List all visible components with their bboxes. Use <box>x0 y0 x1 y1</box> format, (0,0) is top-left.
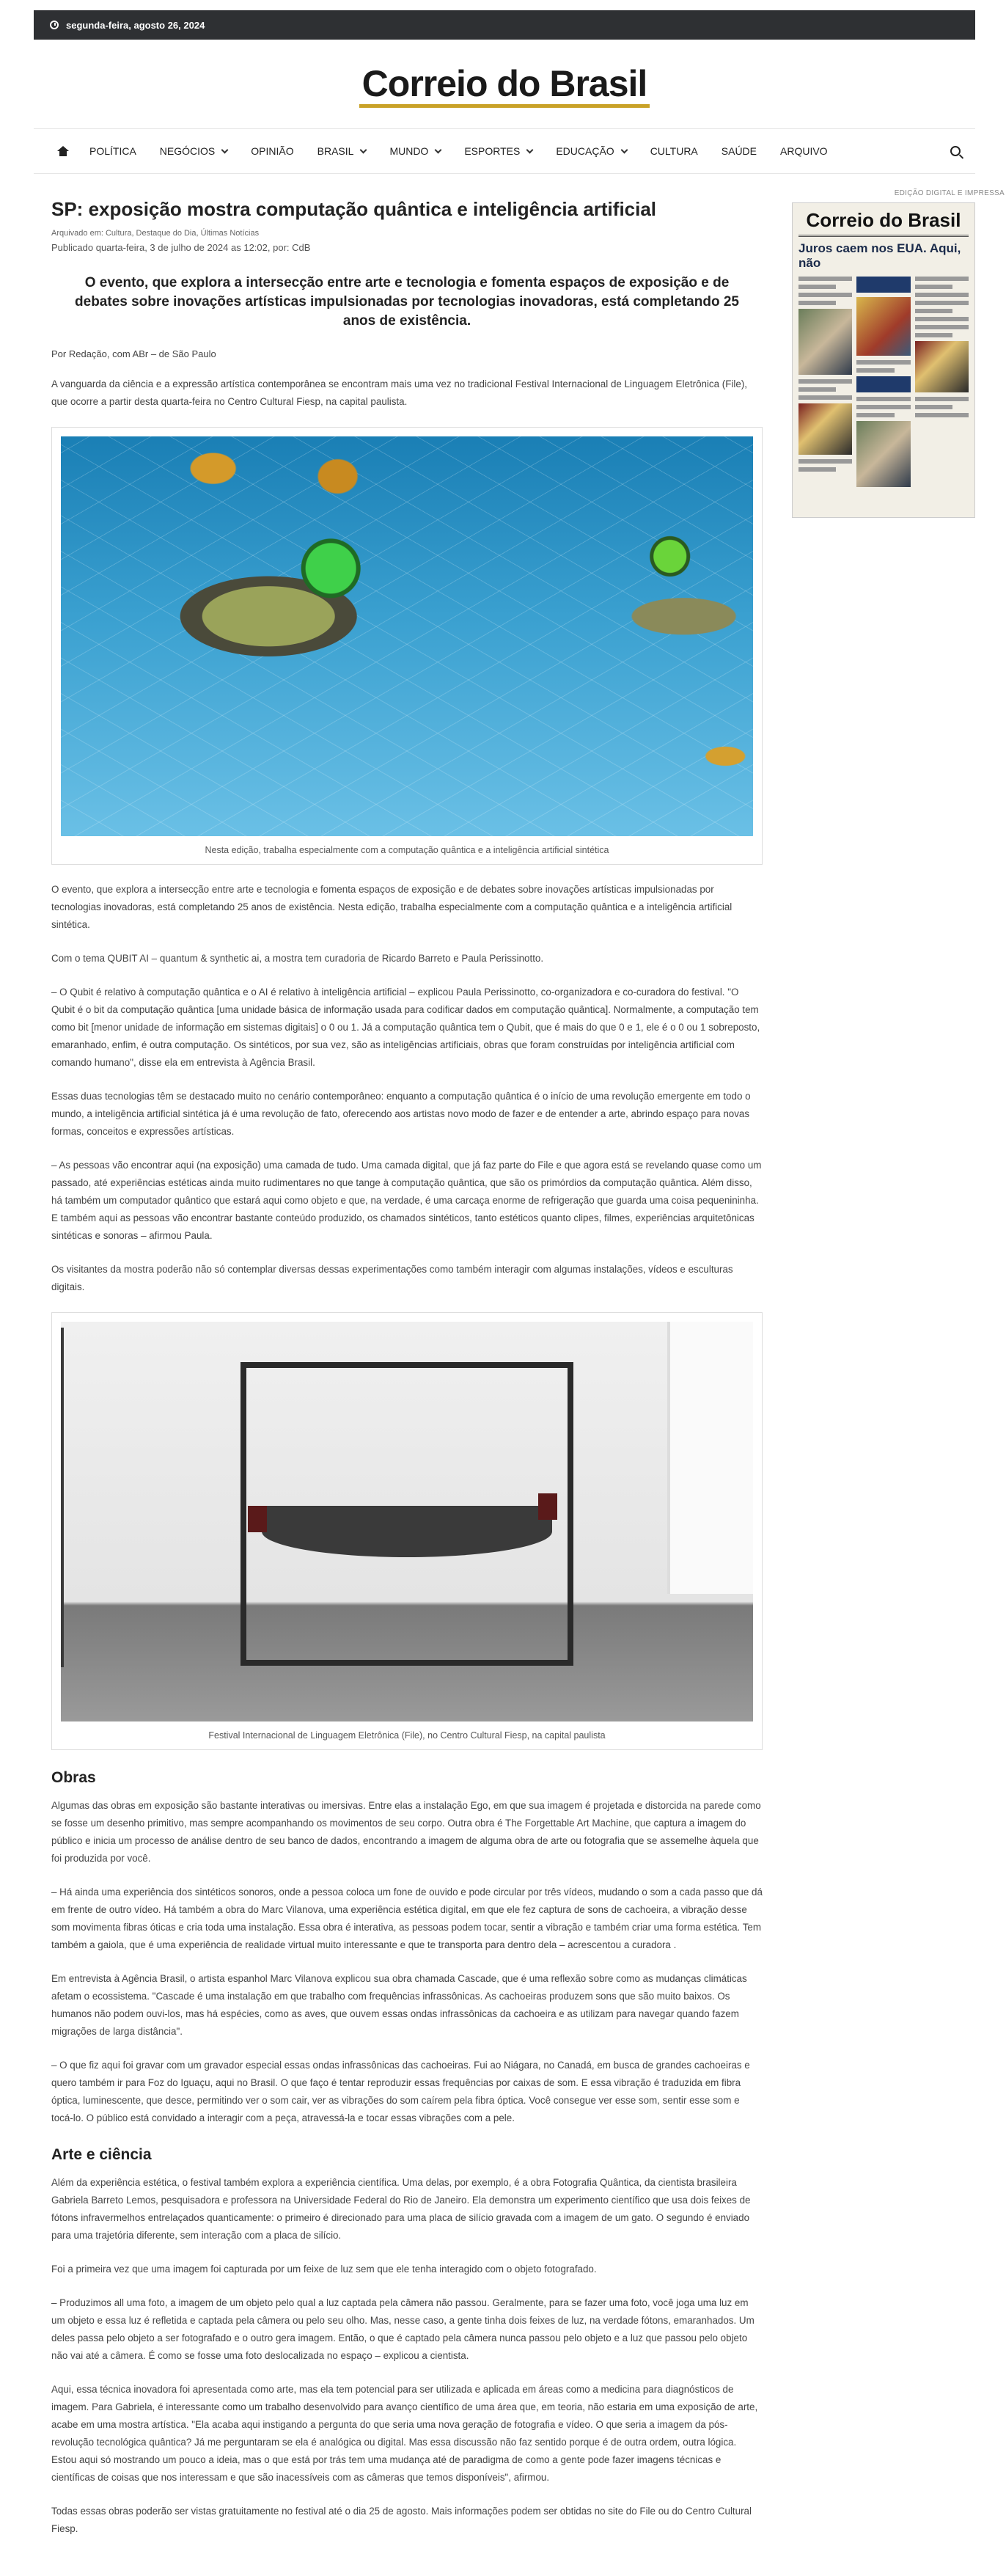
newspaper-cover[interactable] <box>792 202 975 518</box>
newspaper-photo <box>798 403 852 455</box>
nav-item-negocios[interactable]: NEGÓCIOS <box>148 129 239 173</box>
speaker <box>248 1506 267 1532</box>
nav-item-mundo[interactable]: MUNDO <box>378 129 452 173</box>
newspaper-col-mid <box>856 277 910 491</box>
figure-image-insects[interactable] <box>61 436 753 836</box>
nav-item-esportes[interactable]: ESPORTES <box>452 129 544 173</box>
figure-image-installation[interactable] <box>61 1322 753 1721</box>
nav-item-cultura[interactable]: CULTURA <box>650 145 698 157</box>
speaker <box>538 1493 557 1520</box>
newspaper-photo <box>915 341 969 392</box>
nav-item-brasil[interactable]: BRASIL <box>306 129 378 173</box>
nav-item-saude[interactable]: SAÚDE <box>721 145 757 157</box>
article-paragraph: Essas duas tecnologias têm se destacado muito no cenário contemporâneo: enquanto a computação quântica é o início de uma revolução emergente em todo o mundo, a inteligência artificial sintética já é uma revolução de fato, oferecendo aos artistas novo modo de fazer e de entender a arte, abrindo espaço para novas formas, conceitos e expressões artísticas. <box>51 1091 751 1137</box>
edition-label: EDIÇÃO DIGITAL E IMPRESSA <box>894 189 1005 197</box>
figure-caption: Festival Internacional de Linguagem Eletrônica (File), no Centro Cultural Fiesp, na capital paulista <box>208 1730 606 1741</box>
newspaper-col-right <box>915 277 969 491</box>
current-date: segunda-feira, agosto 26, 2024 <box>66 19 205 31</box>
chevron-down-icon <box>620 146 628 153</box>
newspaper-columns <box>798 277 969 491</box>
section-heading-arte-e-ciencia: Arte e ciência <box>51 2146 152 2163</box>
article-paragraph: – As pessoas vão encontrar aqui (na exposição) uma camada de tudo. Uma camada digital, que já faz parte do File e que agora está se revelando quase como um passado, até experiências estéticas ainda muito rudimentares no que tange à computação quântica, que são os primórdios da computação quântica. Além disso, há também um computador quântico que estará aqui como objeto e que, na verdade, é uma carcaça enorme de refrigeração que guarda uma coisa pequenininha. E também aqui as pessoas vão encontrar bastante conteúdo produzido, os chamados sintéticos, tanto estéticos quanto clipes, filmes, experiências arquitetônicas sintéticas e sonoras – afirmou Paula. <box>51 1160 762 1241</box>
article-paragraph: O evento, que explora a intersecção entre arte e tecnologia e fomenta espaços de exposição e de debates sobre inovações artísticas impulsionadas por tecnologias inovadoras, está completando 25 anos de existência. Nesta edição, trabalha especialmente com a computação quântica e a inteligência artificial sintética. <box>51 884 733 930</box>
article-categories[interactable]: Arquivado em: Cultura, Destaque do Dia, Últimas Notícias <box>51 229 260 238</box>
article-paragraph: Os visitantes da mostra poderão não só contemplar diversas dessas experimentações como também interagir com algumas instalações, vídeos e esculturas digitais. <box>51 1264 733 1292</box>
article-paragraph: Além da experiência estética, o festival também explora a experiência científica. Uma delas, por exemplo, é a obra Fotografia Quântica, da cientista brasileira Gabriela Barreto Lemos, pesquisadora e professora na Universidade Federal do Rio de Janeiro. Ela demonstra um experimento científico que usa dois feixes de fótons infravermelhos entrelaçados quanticamente: o primeiro é direcionado para uma placa de silício gravada com a imagem de um gato. O segundo é enviado para uma trajetória diferente, sem interação com a placa de silício. <box>51 2177 751 2241</box>
article-paragraph: Aqui, essa técnica inovadora foi apresentada como arte, mas ela tem potencial para ser utilizada e aplicada em áreas como a medicina para diagnósticos de imagem. Para Gabriela, é interessante como um trabalho desenvolvido para avanço científico de uma área que, em teoria, não estaria em uma exposição de arte, acabe em uma mostra artística. "Ela acaba aqui instigando a pergunta do que seria uma nova geração de fotografia e vídeo. O que seria a imagem da pós-revolução tecnológica quântica? Já me perguntaram se ela é analógica ou digital. Mas essa discussão não faz sentido porque é de outra ordem, outra lógica. Estou aqui só mostrando um pouco a ideia, mas o que está por trás tem uma mudança até de paradigma de como a gente pode fazer imagens técnicas e científicas de coisas que nos interessam e que são inacessíveis com as câmeras que temos disponíveis", afirmou. <box>51 2384 758 2483</box>
newspaper-photo <box>856 297 910 356</box>
newspaper-photo <box>798 309 852 375</box>
nav-item-politica[interactable]: POLÍTICA <box>89 145 136 157</box>
chevron-down-icon <box>221 146 229 153</box>
article-paragraph: Em entrevista à Agência Brasil, o artista espanhol Marc Vilanova explicou sua obra chamada Cascade, que é uma reflexão sobre como as mudanças climáticas afetam o ecossistema. "Cascade é uma instalação em que trabalho com frequências infrassônicas. As cachoeiras produzem sons que são muito baixos. Os humanos não podem ouvi-los, mas há espécies, como as aves, que ouvem essas ondas infrassônicas da cachoeira e as utilizam para navegar quando fazem migrações de larga distância". <box>51 1973 747 2037</box>
article-figure <box>51 427 763 865</box>
nav-home[interactable] <box>48 129 78 173</box>
newspaper-col-left <box>798 277 852 491</box>
article-paragraph: – O Qubit é relativo à computação quântica e o AI é relativo à inteligência artificial – explicou Paula Perissinotto, co-organizadora e co-curadora do festival. "O Qubit é o bit da computação quântica [uma unidade básica de informação usada para codificar dados em computação quântica]. Normalmente, a computação tem como bit [menor unidade de informação em sistemas digitais] o 0 ou 1. Já a computação quântica tem o Qubit, que é mais do que 0 e 1, ele é o 0 ou 1 sobreposto, emaranhado, enfim, é outra computação. Os sintéticos, por sua vez, são as inteligências artificiais, obras que foram construídas por inteligência artificial com comando humano", disse ela em entrevista à Agência Brasil. <box>51 987 760 1068</box>
article-paragraph: Todas essas obras poderão ser vistas gratuitamente no festival até o dia 25 de agosto. Mais informações podem ser obtidas no site do File ou do Centro Cultural Fiesp. <box>51 2506 752 2534</box>
newspaper-headline: Juros caem nos EUA. Aqui, não <box>798 241 961 270</box>
article <box>51 197 763 2538</box>
chevron-down-icon <box>526 146 534 153</box>
chevron-down-icon <box>435 146 442 153</box>
search-icon[interactable] <box>950 146 961 156</box>
article-paragraph: – O que fiz aqui foi gravar com um gravador especial essas ondas infrassônicas das cachoeiras. Fui ao Niágara, no Canadá, em busca de grandes cachoeiras e quero também ir para Foz do Iguaçu, aqui no Brasil. O que faço é tentar reproduzir essas frequências por caixas de som. E essa vibração é traduzida em fibra óptica, luminescente, que desce, permitindo ver o som cair, ver as vibrações do som caírem pela fibra óptica. Você consegue ver esse som, sentir esse som e tocá-lo. O público está convidado a interagir com a peça, atravessá-la e tocar essas vibrações com a pele. <box>51 2060 750 2123</box>
top-date-bar <box>34 10 975 40</box>
article-figure <box>51 1312 763 1750</box>
article-published-date: Publicado quarta-feira, 3 de julho de 2024 as 12:02, por: CdB <box>51 242 311 253</box>
main-nav <box>34 128 975 174</box>
site-header <box>34 51 975 117</box>
installation-hammock <box>262 1506 552 1557</box>
article-paragraph: A vanguarda da ciência e a expressão artística contemporânea se encontram mais uma vez no tradicional Festival Internacional de Linguagem Eletrônica (File), que ocorre a partir desta quarta-feira no Centro Cultural Fiesp, na capital paulista. <box>51 378 748 407</box>
article-paragraph: Com o tema QUBIT AI – quantum & synthetic ai, a mostra tem curadoria de Ricardo Barreto e Paula Perissinotto. <box>51 953 544 964</box>
clock-icon <box>50 21 59 29</box>
nav-item-arquivo[interactable]: ARQUIVO <box>780 145 828 157</box>
figure-caption: Nesta edição, trabalha especialmente com a computação quântica e a inteligência artificial sintética <box>205 845 609 855</box>
nav-item-opiniao[interactable]: OPINIÃO <box>251 145 294 157</box>
window <box>667 1322 753 1594</box>
home-icon <box>57 146 69 156</box>
article-lead: O evento, que explora a intersecção entre arte e tecnologia e fomenta espaços de exposição e de debates sobre inovações artísticas impulsionadas por tecnologias inovadoras, está completando 25 anos de existência. <box>75 275 739 329</box>
site-logo[interactable]: Correio do Brasil <box>359 63 650 108</box>
newspaper-photo <box>856 421 910 487</box>
article-title: SP: exposição mostra computação quântica e inteligência artificial <box>51 198 657 220</box>
article-paragraph: Foi a primeira vez que uma imagem foi capturada por um feixe de luz sem que ele tenha interagido com o objeto fotografado. <box>51 2264 597 2275</box>
newspaper-title: Correio do Brasil <box>798 209 969 237</box>
section-heading-obras: Obras <box>51 1769 96 1786</box>
article-paragraph: – Produzimos all uma foto, a imagem de um objeto pelo qual a luz captada pela câmera não passou. Geralmente, para se fazer uma foto, você joga uma luz em um objeto e essa luz é refletida e captada pela câmera ou pelo seu olho. Mas, nesse caso, a gente tinha dois feixes de luz, na verdade fótons, emaranhados. Um deles passa pelo objeto a ser fotografado e o outro gera imagem. Então, o que é captado pela câmera nunca passou pelo objeto e a luz que passou pelo objeto não vai até a câmera. É como se fosse uma foto deslocalizada no espaço – explicou a cientista. <box>51 2297 754 2361</box>
article-paragraph: Algumas das obras em exposição são bastante interativas ou imersivas. Entre elas a instalação Ego, em que sua imagem é projetada e distorcida na parede como se fosse um desenho primitivo, mas sempre acompanhando os movimentos de seu corpo. Outra obra é The Forgettable Art Machine, que captura a imagem do público e inicia um processo de análise dentro de seu banco de dados, encontrando a imagem de alguma obra de arte ou fotografia que se assemelhe àquela que foi produzida por você. <box>51 1800 761 1864</box>
article-byline: Por Redação, com ABr – de São Paulo <box>51 348 216 359</box>
nav-item-educacao[interactable]: EDUCAÇÃO <box>544 129 638 173</box>
chevron-down-icon <box>360 146 367 153</box>
article-paragraph: – Há ainda uma experiência dos sintéticos sonoros, onde a pessoa coloca um fone de ouvido e pode circular por três vídeos, mudando o som a cada passo que dá em frente de outro vídeo. Há também a obra do Marc Vilanova, uma experiência estética digital, em que ele fez captura de sons de cachoeira, a vibração desse som movimenta fibras óticas e cria toda uma instalação. Essa obra é interativa, as pessoas podem tocar, sentir a vibração e também criar uma forma estética. Tem também a gaiola, que é uma experiência de realidade virtual muito interessante e que te transporta para dentro dela – acrescentou a curadora . <box>51 1887 763 1950</box>
